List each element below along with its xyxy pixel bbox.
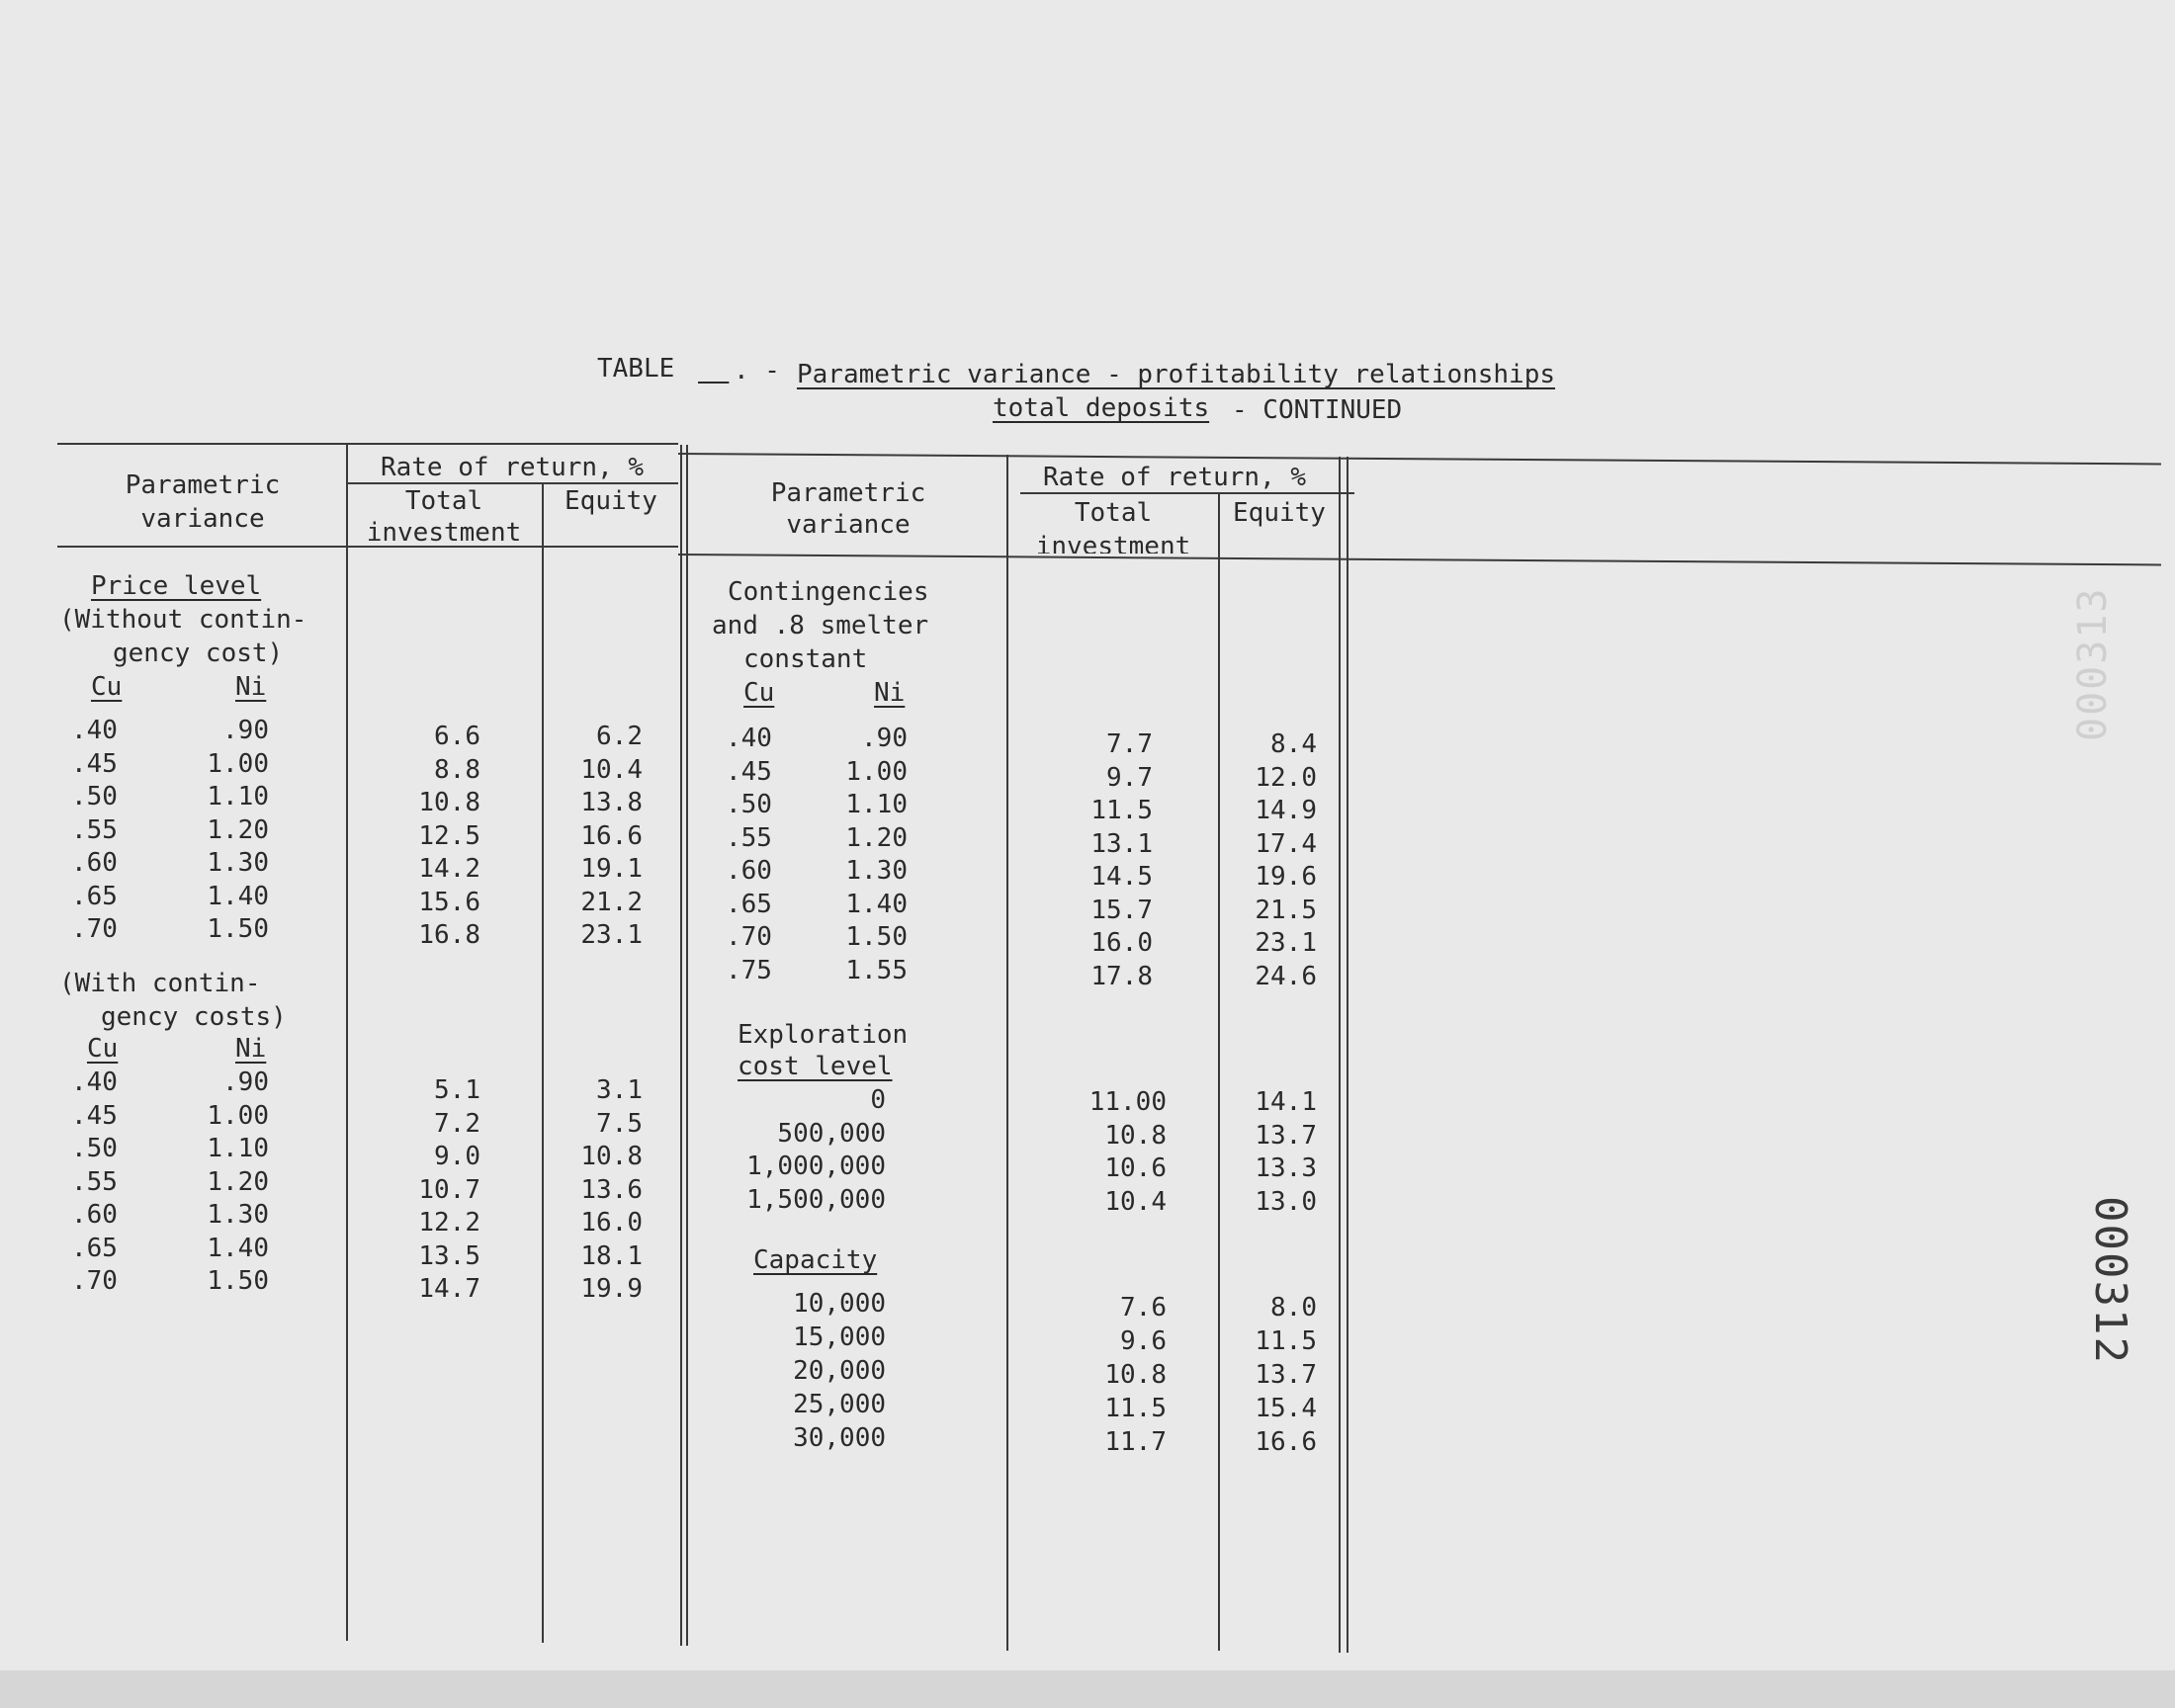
total-investment-cell: 9.0 (434, 1142, 480, 1171)
rate-rule-right (1020, 492, 1354, 494)
without-contingency-line1: (Without contin- (59, 605, 307, 635)
total-investment-cell: 16.8 (418, 920, 480, 950)
ni-cell: 1.20 (207, 814, 269, 845)
parametric-header-line1: Parametric (125, 470, 281, 500)
cu-cell: .55 (71, 1166, 118, 1197)
total-investment-cell: 10.6 (1104, 1153, 1167, 1183)
cu-cell: .55 (726, 822, 772, 853)
table-label: TABLE (597, 354, 675, 384)
equity-cell: 13.3 (1255, 1153, 1317, 1183)
ni-cell: 1.20 (207, 1166, 269, 1197)
rate-rule-left (346, 482, 678, 484)
cu-cell: .60 (726, 856, 772, 886)
equity-header: Equity (565, 486, 657, 516)
total-investment-cell: 13.5 (418, 1240, 480, 1271)
equity-cell: 21.5 (1255, 895, 1317, 925)
cu-cell: .70 (726, 922, 772, 952)
ni-cell: 1.20 (845, 822, 908, 853)
contingencies-line1: Contingencies (728, 577, 929, 607)
total-investment-cell: 11.7 (1104, 1427, 1167, 1457)
total-investment-cell: 14.2 (418, 854, 480, 884)
equity-cell: 16.6 (1255, 1427, 1317, 1457)
total-investment-cell: 11.5 (1090, 796, 1153, 825)
without-contingency-line2: gency cost) (113, 639, 284, 668)
cu-cell: .70 (71, 1266, 118, 1296)
equity-cell: 14.1 (1255, 1087, 1317, 1117)
double-rule-left-a (680, 445, 682, 1646)
equity-header-right: Equity (1233, 498, 1326, 528)
equity-cell: 10.8 (580, 1142, 643, 1171)
cu-cell: .65 (726, 889, 772, 919)
total-investment-cell: 6.6 (434, 722, 480, 751)
cu-header-left-2: Cu (87, 1034, 119, 1064)
parametric-header-line2-right: variance (786, 510, 911, 540)
exploration-line2: cost level (738, 1052, 893, 1081)
parameter-value-cell: 30,000 (793, 1423, 886, 1453)
ni-cell: .90 (861, 724, 908, 753)
col-divider-2 (542, 482, 544, 1643)
total-investment-cell: 7.2 (434, 1108, 480, 1139)
ni-cell: 1.30 (207, 1200, 269, 1230)
equity-cell: 18.1 (580, 1240, 643, 1271)
page-stamp: 000312 (2085, 1196, 2135, 1365)
exploration-line1: Exploration (738, 1020, 909, 1050)
total-investment-cell: 9.7 (1106, 762, 1153, 793)
parameter-value-cell: 25,000 (793, 1390, 886, 1419)
contingencies-line2: and .8 smelter (712, 611, 929, 640)
total-investment-cell: 10.4 (1104, 1186, 1167, 1217)
equity-cell: 11.5 (1255, 1326, 1317, 1356)
col-divider-1 (346, 445, 348, 1641)
ni-header-left: Ni (235, 672, 267, 702)
cu-cell: .40 (71, 1068, 118, 1097)
cu-cell: .45 (71, 748, 118, 779)
equity-cell: 17.4 (1255, 828, 1317, 859)
total-investment-cell: 10.7 (418, 1174, 480, 1205)
ni-cell: 1.30 (207, 848, 269, 878)
ni-cell: 1.50 (845, 922, 908, 952)
equity-cell: 12.0 (1255, 762, 1317, 793)
double-rule-right-b (1347, 457, 1348, 1653)
price-level-label: Price level (91, 571, 262, 601)
with-contingency-line1: (With contin- (59, 969, 261, 998)
total-investment-cell: 7.7 (1106, 729, 1153, 759)
equity-cell: 7.5 (596, 1108, 643, 1139)
cu-cell: .40 (726, 724, 772, 753)
scan-margin (0, 1670, 2175, 1708)
ni-cell: 1.10 (207, 1134, 269, 1163)
cu-cell: .45 (71, 1100, 118, 1131)
equity-cell: 24.6 (1255, 961, 1317, 991)
cu-cell: .60 (71, 848, 118, 878)
capacity-label: Capacity (753, 1245, 878, 1275)
total-investment-cell: 10.8 (1104, 1120, 1167, 1151)
equity-cell: 15.4 (1255, 1394, 1317, 1423)
equity-cell: 10.4 (580, 754, 643, 785)
total-investment-cell: 8.8 (434, 754, 480, 785)
col-divider-3 (1006, 455, 1008, 1651)
table-top-rule-left (57, 443, 678, 445)
table-subtitle: total deposits (993, 393, 1210, 423)
ni-cell: 1.00 (845, 756, 908, 787)
equity-cell: 21.2 (580, 887, 643, 917)
cu-cell: .65 (71, 881, 118, 911)
ni-cell: .90 (222, 1068, 269, 1097)
parametric-header-line2: variance (140, 504, 265, 534)
cu-cell: .65 (71, 1233, 118, 1263)
ni-cell: 1.40 (207, 881, 269, 911)
total-investment-cell: 11.00 (1088, 1087, 1167, 1117)
total-investment-cell: 16.0 (1090, 928, 1153, 958)
equity-cell: 19.1 (580, 854, 643, 884)
ni-cell: 1.50 (207, 1266, 269, 1296)
parameter-value-cell: 1,000,000 (746, 1152, 886, 1181)
equity-cell: 23.1 (1255, 928, 1317, 958)
total-investment-header-line2: investment (366, 518, 522, 548)
parameter-value-cell: 1,500,000 (746, 1184, 886, 1215)
rate-of-return-header: Rate of return, % (380, 453, 645, 482)
continued-label: - CONTINUED (1232, 395, 1403, 425)
parameter-value-cell: 20,000 (793, 1356, 886, 1386)
ni-cell: 1.00 (207, 1100, 269, 1131)
total-investment-header-line2-right: investment (1035, 532, 1191, 554)
ni-cell: .90 (222, 716, 269, 745)
with-contingency-line2: gency costs) (101, 1002, 287, 1032)
rate-of-return-header-right: Rate of return, % (1042, 463, 1307, 492)
ni-header-right: Ni (874, 678, 906, 708)
faint-page-stamp: 000313 (2070, 586, 2116, 741)
cu-cell: .55 (71, 814, 118, 845)
equity-cell: 3.1 (596, 1075, 643, 1105)
ni-cell: 1.40 (845, 889, 908, 919)
total-investment-cell: 14.7 (418, 1274, 480, 1304)
total-investment-cell: 17.8 (1090, 961, 1153, 991)
contingencies-line3: constant (743, 644, 868, 674)
total-investment-cell: 13.1 (1090, 828, 1153, 859)
cu-cell: .50 (71, 1134, 118, 1163)
equity-cell: 16.0 (580, 1208, 643, 1238)
total-investment-cell: 12.2 (418, 1208, 480, 1238)
col-divider-4 (1218, 492, 1220, 1651)
equity-cell: 16.6 (580, 820, 643, 851)
equity-cell: 13.7 (1255, 1360, 1317, 1390)
equity-cell: 8.0 (1270, 1293, 1317, 1323)
equity-cell: 8.4 (1270, 729, 1317, 759)
equity-cell: 13.0 (1255, 1186, 1317, 1217)
cu-cell: .75 (726, 955, 772, 985)
cu-header-left: Cu (91, 672, 123, 702)
ni-cell: 1.10 (845, 790, 908, 819)
table-title: Parametric variance - profitability relationships (797, 360, 1556, 389)
total-investment-cell: 5.1 (434, 1075, 480, 1105)
ni-cell: 1.10 (207, 782, 269, 811)
cu-cell: .50 (726, 790, 772, 819)
parameter-value-cell: 15,000 (793, 1323, 886, 1352)
ni-cell: 1.55 (845, 955, 908, 985)
ni-cell: 1.00 (207, 748, 269, 779)
total-investment-cell: 11.5 (1104, 1394, 1167, 1423)
double-rule-right-a (1339, 457, 1341, 1653)
cu-header-right: Cu (743, 678, 775, 708)
equity-cell: 19.9 (580, 1274, 643, 1304)
total-investment-header-line1: Total (404, 486, 483, 516)
total-investment-cell: 12.5 (418, 820, 480, 851)
ni-header-left-2: Ni (235, 1034, 267, 1064)
parameter-value-cell: 500,000 (777, 1118, 886, 1149)
total-investment-cell: 15.6 (418, 887, 480, 917)
cu-cell: .45 (726, 756, 772, 787)
equity-cell: 13.6 (580, 1174, 643, 1205)
total-investment-header-line1-right: Total (1074, 498, 1153, 528)
equity-cell: 13.7 (1255, 1120, 1317, 1151)
cu-cell: .40 (71, 716, 118, 745)
cu-cell: .50 (71, 782, 118, 811)
ni-cell: 1.40 (207, 1233, 269, 1263)
total-investment-cell: 10.8 (1104, 1360, 1167, 1390)
parameter-value-cell: 0 (870, 1085, 886, 1115)
equity-cell: 13.8 (580, 788, 643, 817)
double-rule-left-b (686, 445, 688, 1646)
ni-cell: 1.50 (207, 914, 269, 944)
total-investment-cell: 7.6 (1120, 1293, 1167, 1323)
equity-cell: 19.6 (1255, 862, 1317, 892)
total-investment-cell: 15.7 (1090, 895, 1153, 925)
ni-cell: 1.30 (845, 856, 908, 886)
cu-cell: .70 (71, 914, 118, 944)
total-investment-cell: 9.6 (1120, 1326, 1167, 1356)
parameter-value-cell: 10,000 (793, 1289, 886, 1319)
equity-cell: 14.9 (1255, 796, 1317, 825)
equity-cell: 6.2 (596, 722, 643, 751)
total-investment-cell: 14.5 (1090, 862, 1153, 892)
total-investment-cell: 10.8 (418, 788, 480, 817)
cu-cell: .60 (71, 1200, 118, 1230)
title-separator: . - (734, 356, 780, 385)
equity-cell: 23.1 (580, 920, 643, 950)
table-number-blank: __ (698, 354, 730, 384)
parametric-header-line1-right: Parametric (770, 478, 926, 508)
